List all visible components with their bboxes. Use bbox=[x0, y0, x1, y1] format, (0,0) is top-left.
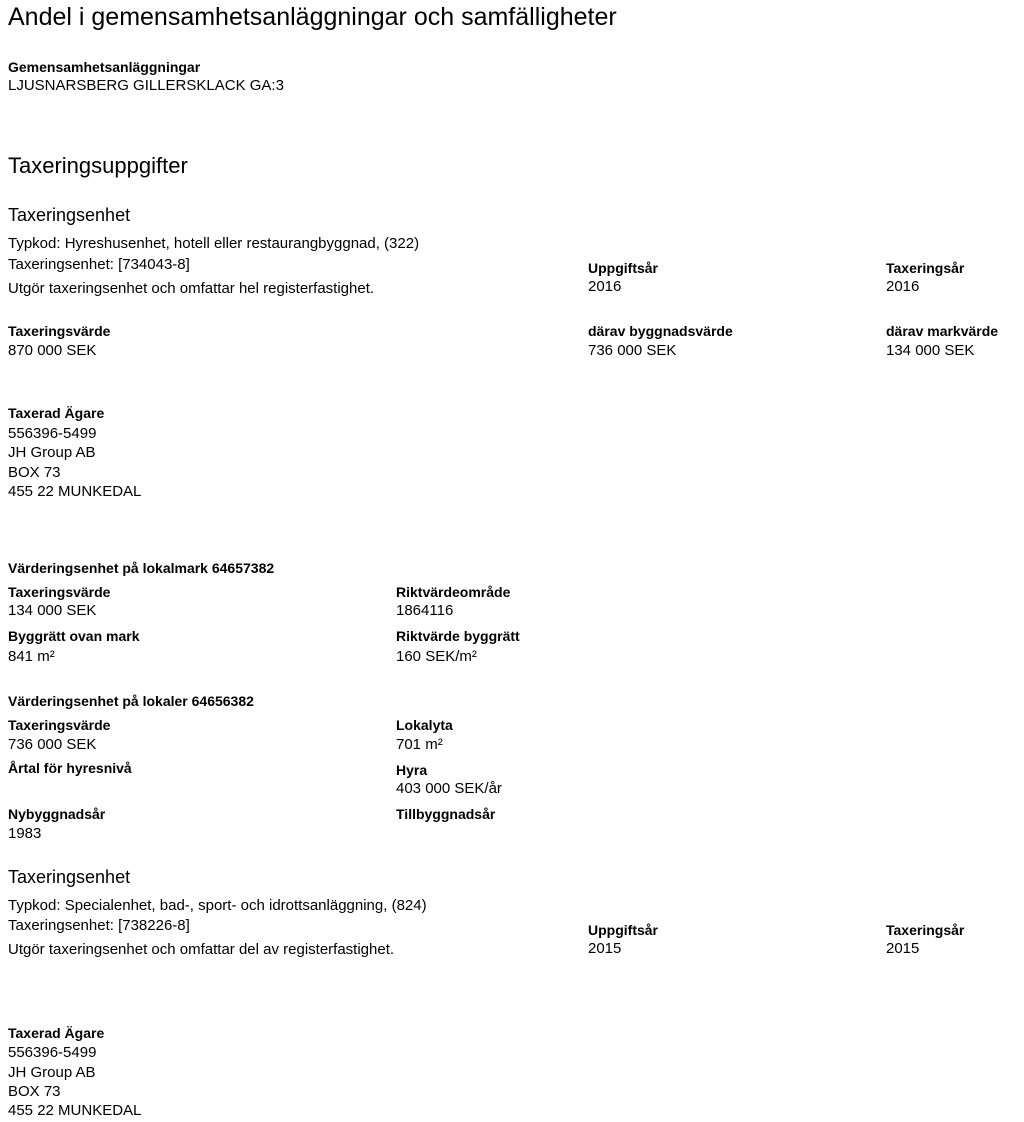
unit1-agare-line: BOX 73 bbox=[8, 464, 61, 481]
unit1-agare-line: 455 22 MUNKEDAL bbox=[8, 483, 142, 500]
unit2-utgor: Utgör taxeringsenhet och omfattar del av registerfastighet. bbox=[8, 941, 395, 958]
taxering-heading: Taxeringsuppgifter bbox=[8, 153, 188, 178]
vard-lokaler-taxv-value: 736 000 SEK bbox=[8, 736, 97, 753]
unit1-mark-value: 134 000 SEK bbox=[886, 342, 975, 359]
unit1-heading: Taxeringsenhet bbox=[8, 205, 131, 225]
vard-lokaler-artal-label: Årtal för hyresnivå bbox=[8, 760, 132, 776]
unit1-varde-value: 870 000 SEK bbox=[8, 342, 97, 359]
unit1-byggnad-label: därav byggnadsvärde bbox=[588, 323, 733, 339]
unit1-uppgiftsar-label: Uppgiftsår bbox=[588, 260, 658, 276]
unit1-agare-line: JH Group AB bbox=[8, 444, 96, 461]
unit2-taxeringsar-value: 2015 bbox=[886, 940, 920, 957]
unit1-taxeringsar-label: Taxeringsår bbox=[886, 260, 965, 276]
unit1-byggnad-value: 736 000 SEK bbox=[588, 342, 677, 359]
vard-lokaler-nybygg-label: Nybyggnadsår bbox=[8, 806, 106, 822]
vard-lokalmark-bygg-value: 841 m² bbox=[8, 648, 55, 665]
unit2-heading: Taxeringsenhet bbox=[8, 867, 131, 887]
gemensamhet-value: LJUSNARSBERG GILLERSKLACK GA:3 bbox=[8, 77, 284, 94]
vard-lokaler-lokalyta-value: 701 m² bbox=[396, 736, 443, 753]
unit2-agare-line: JH Group AB bbox=[8, 1064, 96, 1081]
unit2-uppgiftsar-value: 2015 bbox=[588, 940, 622, 957]
unit2-agare-line: 455 22 MUNKEDAL bbox=[8, 1102, 142, 1119]
unit2-enhet: Taxeringsenhet: [738226-8] bbox=[8, 917, 190, 934]
gemensamhet-heading: Gemensamhetsanläggningar bbox=[8, 59, 201, 75]
vard-lokalmark-heading: Värderingsenhet på lokalmark 64657382 bbox=[8, 560, 275, 576]
vard-lokaler-lokalyta-label: Lokalyta bbox=[396, 717, 453, 733]
unit1-mark-label: därav markvärde bbox=[886, 323, 999, 339]
page-title: Andel i gemensamhetsanläggningar och samfälligheter bbox=[8, 3, 617, 31]
vard-lokalmark-riktbygg-label: Riktvärde byggrätt bbox=[396, 628, 520, 644]
unit2-typkod: Typkod: Specialenhet, bad-, sport- och idrottsanläggning, (824) bbox=[8, 897, 427, 914]
unit1-typkod: Typkod: Hyreshusenhet, hotell eller restaurangbyggnad, (322) bbox=[8, 235, 420, 252]
vard-lokaler-tillbygg-label: Tillbyggnadsår bbox=[396, 806, 496, 822]
vard-lokalmark-riktbygg-value: 160 SEK/m² bbox=[396, 648, 477, 665]
unit2-taxeringsar-label: Taxeringsår bbox=[886, 922, 965, 938]
unit2-agare-line: 556396-5499 bbox=[8, 1044, 97, 1061]
unit2-uppgiftsar-label: Uppgiftsår bbox=[588, 922, 658, 938]
vard-lokaler-heading: Värderingsenhet på lokaler 64656382 bbox=[8, 693, 254, 709]
unit1-agare-line: 556396-5499 bbox=[8, 425, 97, 442]
unit1-uppgiftsar-value: 2016 bbox=[588, 278, 622, 295]
unit1-taxeringsar-value: 2016 bbox=[886, 278, 920, 295]
unit1-varde-label: Taxeringsvärde bbox=[8, 323, 111, 339]
unit1-utgor: Utgör taxeringsenhet och omfattar hel registerfastighet. bbox=[8, 280, 375, 297]
vard-lokaler-hyra-value: 403 000 SEK/år bbox=[396, 780, 502, 797]
vard-lokalmark-taxv-value: 134 000 SEK bbox=[8, 602, 97, 619]
unit1-agare-label: Taxerad Ägare bbox=[8, 405, 105, 421]
vard-lokalmark-bygg-label: Byggrätt ovan mark bbox=[8, 628, 140, 644]
vard-lokaler-taxv-label: Taxeringsvärde bbox=[8, 717, 111, 733]
vard-lokalmark-rikt-label: Riktvärdeområde bbox=[396, 584, 511, 600]
vard-lokalmark-taxv-label: Taxeringsvärde bbox=[8, 584, 111, 600]
unit2-agare-label: Taxerad Ägare bbox=[8, 1025, 105, 1041]
vard-lokaler-nybygg-value: 1983 bbox=[8, 825, 42, 842]
vard-lokalmark-rikt-value: 1864116 bbox=[396, 602, 454, 619]
unit1-enhet: Taxeringsenhet: [734043-8] bbox=[8, 256, 190, 273]
unit2-agare-line: BOX 73 bbox=[8, 1083, 61, 1100]
vard-lokaler-hyra-label: Hyra bbox=[396, 762, 428, 778]
